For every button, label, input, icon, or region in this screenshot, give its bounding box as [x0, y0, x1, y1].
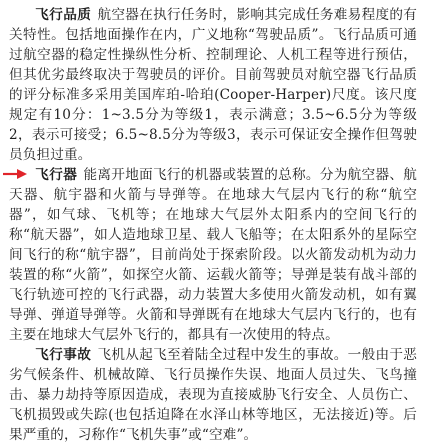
entry-flight-vehicle	[9, 165, 417, 345]
entry-body: 飞机从起飞至着陆全过程中发生的事故。一般由于恶劣气候条件、机械故障、飞行员操作失误、地面人员过失、飞鸟撞击、暴力劫持等原因造成，表现为直接威胁飞行安全、人员伤亡、飞机损毁或失踪(也包括迫降在水泽山林等地区，无法接近)等。后果严重的，习称作“飞机失事”或“空难”。	[9, 347, 418, 443]
entry-body: 能离开地面飞行的机器或装置的总称。分为航空器、航天器、航宇器和火箭与导弹等。在地球大气层内飞行的称“航空器”，如气球、飞机等；在地球大气层外太阳系内的空间飞行的称“航天器”，如人造地球卫星、载人飞船等；在太阳系外的星际空间飞行的称“航宇器”，目前尚处于探索阶段。以火箭发动机为动力装置的称“火箭”，如探空火箭、运载火箭等；导弹是装有战斗部的飞行轨迹可控的飞行武器，动力装置大多使用火箭发动机，如有翼导弹、弹道导弹等。火箭和导弹既有在地球大气层内飞行的，也有主要在地球大气层外飞行的，都具有一次使用的特点。	[9, 167, 417, 343]
entry-flight-quality	[9, 5, 417, 165]
entry-body: 航空器在执行任务时，影响其完成任务难易程度的有关特性。包括地面操作在内，广义地称“驾驶品质”。飞行品质可通过航空器的稳定性操纵性分析、控制理论、人机工程等进行预估，但其优劣最终取决于驾驶员的评价。目前驾驶员对航空器飞行品质的评分标准多采用美国库珀-哈珀(Cooper-Harper)尺度。该尺度规定有10分：1~3.5分为等级1，表示满意；3.5~6.5分为等级2，表示可接受；6.5~8.5分为等级3，表示可保证安全操作但驾驶员负担过重。	[9, 7, 418, 163]
red-arrow-icon	[2, 167, 28, 181]
entry-term: 飞行事故	[35, 347, 92, 363]
entry-term: 飞行器	[35, 167, 78, 183]
entry-flight-accident	[9, 345, 417, 445]
entry-term: 飞行品质	[35, 7, 92, 23]
